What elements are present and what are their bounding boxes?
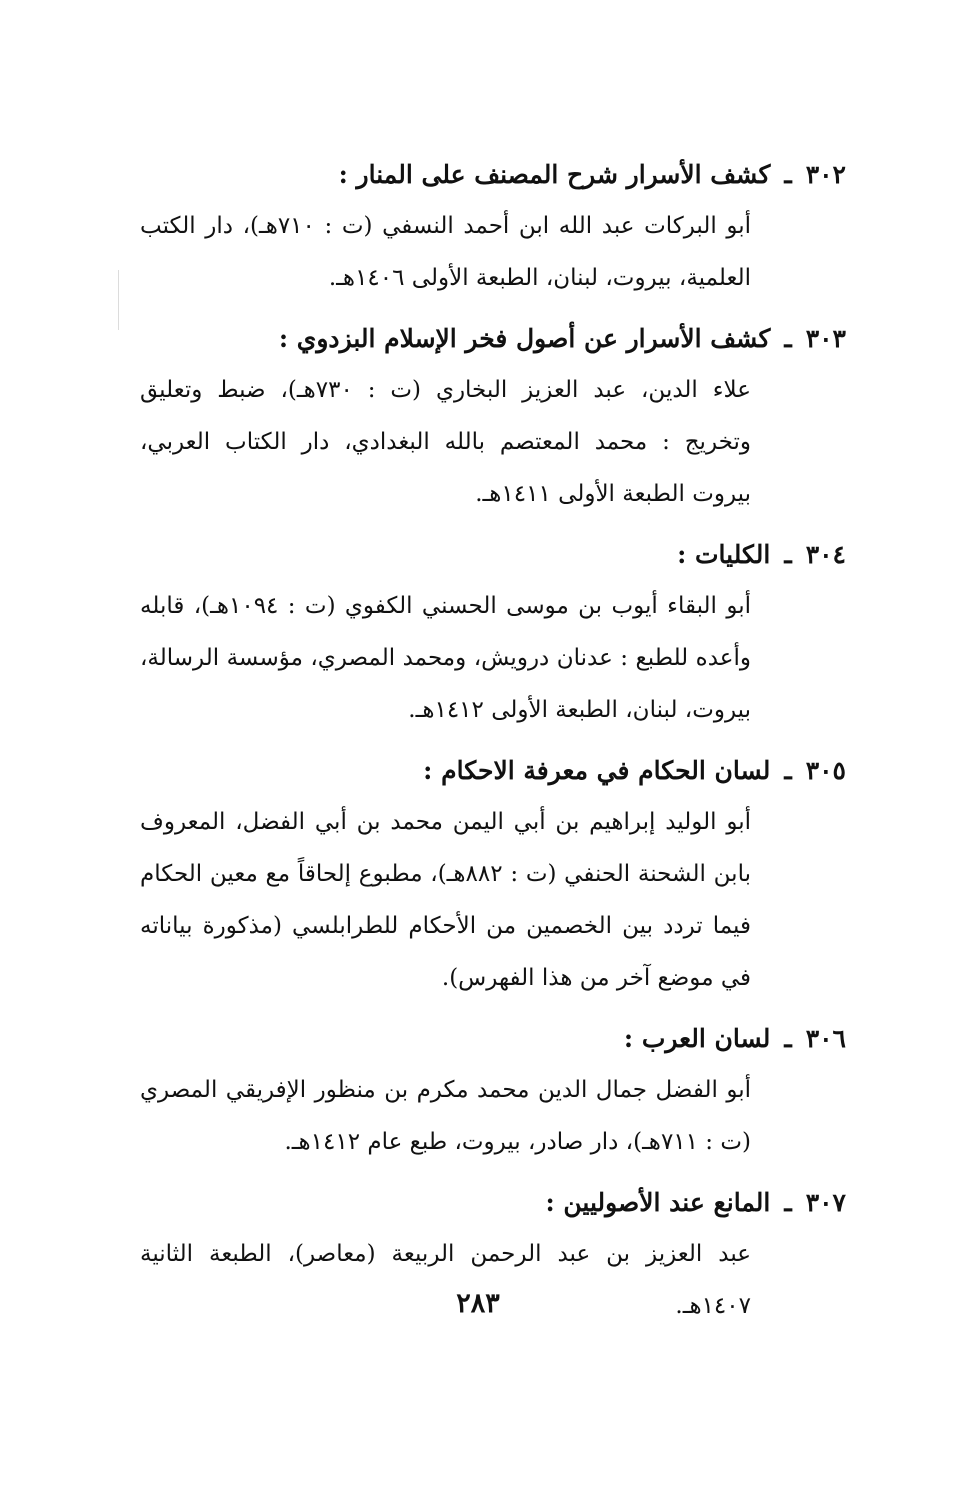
- entry-number: ٣٠٦: [805, 1024, 846, 1053]
- entry-title: كشف الأسرار عن أصول فخر الإسلام البزدوي :: [278, 324, 771, 353]
- entry-title: المانع عند الأصوليين :: [545, 1188, 771, 1217]
- entry-heading: [140, 1014, 846, 1064]
- entry-number: ٣٠٣: [805, 324, 846, 353]
- entry-description: أبو البركات عبد الله ابن أحمد النسفي (ت : ٧١٠هـ)، دار الكتب العلمية، بيروت، لبنان، الطبعة الأولى ١٤٠٦هـ.: [140, 213, 751, 291]
- bibliography-entry: [140, 530, 846, 736]
- bibliography-entry: [140, 746, 846, 1004]
- entry-dash: ـ: [784, 160, 792, 189]
- bibliography-entry: [140, 150, 846, 304]
- entry-description: أبو الفضل جمال الدين محمد مكرم بن منظور الإفريقي المصري (ت : ٧١١هـ)، دار صادر، بيروت، طبع عام ١٤١٢هـ.: [140, 1077, 751, 1155]
- entry-heading: [140, 530, 846, 580]
- entry-dash: ـ: [784, 540, 792, 569]
- entry-description: علاء الدين، عبد العزيز البخاري (ت : ٧٣٠هـ)، ضبط وتعليق وتخريج : محمد المعتصم بالله البغدادي، دار الكتاب العربي، بيروت الطبعة الأولى ١٤١١هـ.: [140, 377, 751, 507]
- entry-title: لسان الحكام في معرفة الاحكام :: [423, 756, 771, 785]
- entry-description: أبو البقاء أيوب بن موسى الحسني الكفوي (ت : ١٠٩٤هـ)، قابله وأعده للطبع : عدنان درويش، ومحمد المصري، مؤسسة الرسالة، بيروت، لبنان، الطبعة الأولى ١٤١٢هـ.: [140, 593, 751, 723]
- bibliography-list: [140, 150, 846, 1342]
- entry-title: الكليات :: [677, 540, 771, 569]
- entry-title: لسان العرب :: [623, 1024, 771, 1053]
- entry-number: ٣٠٤: [805, 540, 846, 569]
- entry-heading: [140, 1178, 846, 1228]
- page-number: ٢٨٣: [456, 1288, 500, 1319]
- entry-description: عبد العزيز بن عبد الرحمن الربيعة (معاصر)، الطبعة الثانية ١٤٠٧هـ.: [140, 1241, 751, 1319]
- entry-heading: [140, 314, 846, 364]
- entry-number: ٣٠٥: [805, 756, 846, 785]
- entry-dash: ـ: [784, 324, 792, 353]
- entry-dash: ـ: [784, 756, 792, 785]
- entry-heading: [140, 746, 846, 796]
- entry-heading: [140, 150, 846, 200]
- entry-number: ٣٠٢: [805, 160, 846, 189]
- entry-dash: ـ: [784, 1024, 792, 1053]
- bibliography-entry: [140, 314, 846, 520]
- scan-margin-line: [118, 270, 119, 330]
- entry-number: ٣٠٧: [805, 1188, 846, 1217]
- bibliography-entry: [140, 1014, 846, 1168]
- entry-dash: ـ: [784, 1188, 792, 1217]
- entry-description: أبو الوليد إبراهيم بن أبي اليمن محمد بن أبي الفضل، المعروف بابن الشحنة الحنفي (ت : ٨٨٢هـ)، مطبوع إلحاقاً مع معين الحكام فيما تردد بين الخصمين من الأحكام للطرابلسي (مذكورة بياناته في موضع آخر من هذا الفهرس).: [140, 809, 751, 991]
- entry-title: كشف الأسرار شرح المصنف على المنار :: [338, 160, 771, 189]
